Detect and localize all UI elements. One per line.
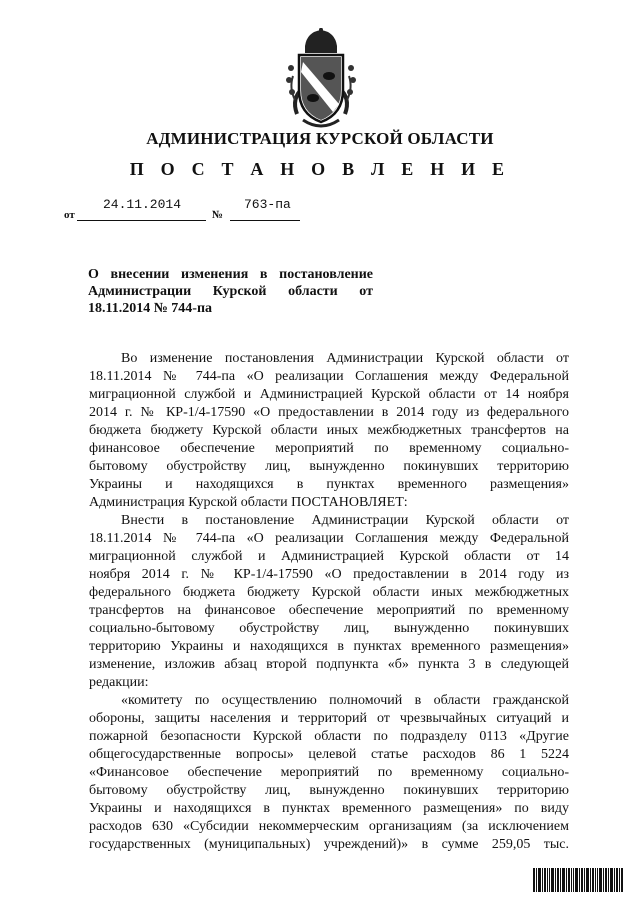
subject-line: О внесении изменения в постановление (88, 267, 373, 282)
body-line: 18.11.2014 № 744-па «О реализации Соглашения между Федеральной (89, 369, 569, 384)
document-body (89, 350, 569, 854)
organization-name: АДМИНИСТРАЦИЯ КУРСКОЙ ОБЛАСТИ (146, 129, 494, 148)
body-line: Украины и находящихся в пунктах временного размещения» по виду (89, 801, 569, 816)
subject-line: 18.11.2014 № 744-па (88, 301, 213, 316)
document-number: 763-па (244, 197, 291, 212)
body-line: общегосударственные вопросы» целевой статье расходов 86 1 5224 (89, 747, 569, 762)
body-line: государственных (муниципальных) учреждений)» в сумме 259,05 тыс. (89, 837, 569, 852)
body-line: бюджета бюджету Курской области иных межбюджетных трансфертов на (89, 423, 569, 438)
body-line: миграционной службой и Администрацией Курской области от 14 (89, 549, 569, 564)
body-line: 2014 г. № КР-1/4-17590 «О предоставлении в 2014 году из федерального (89, 405, 569, 420)
body-line: трансфертов на финансовое обеспечение мероприятий по временному (89, 603, 569, 618)
body-line: территорию Украины и находящихся в пунктах временного размещения» (89, 639, 569, 654)
body-line: ноября 2014 г. № КР-1/4-17590 «О предоставлении в 2014 году из (89, 567, 569, 582)
body-line: редакции: (89, 675, 149, 690)
date-underline (77, 220, 206, 221)
body-line: пожарной безопасности Курской области по подразделу 0113 «Другие (89, 729, 569, 744)
coat-of-arms-emblem (283, 28, 359, 132)
body-line: изменение, изложив абзац второй подпункта «б» пункта 3 в следующей (89, 657, 569, 672)
body-line: Во изменение постановления Администрации Курской области от (121, 351, 569, 366)
body-line: обороны, защиты населения и территорий от чрезвычайных ситуаций и (89, 711, 569, 726)
date-label: от (64, 209, 75, 221)
body-line: миграционной службой и Администрацией Курской области от 14 ноября (89, 387, 569, 402)
number-underline (230, 220, 300, 221)
number-label: № (212, 209, 224, 221)
body-line: «комитету по осуществлению полномочий в области гражданской (121, 693, 569, 708)
document-type-title: П О С Т А Н О В Л Е Н И Е (129, 159, 511, 179)
document-date: 24.11.2014 (103, 197, 182, 212)
body-line: Украины и находящихся в пунктах временного размещения» (89, 477, 569, 492)
barcode (533, 868, 623, 892)
body-line: бытовому обустройству лиц, вынужденно покинувших территорию (89, 459, 569, 474)
body-line: социально-бытовому обустройству лиц, вынужденно покинувших (89, 621, 569, 636)
body-line: федерального бюджета бюджету Курской области иных межбюджетных (89, 585, 569, 600)
subject-line: Администрации Курской области от (88, 284, 373, 299)
body-line: 18.11.2014 № 744-па «О реализации Соглашения между Федеральной (89, 531, 569, 546)
document-subject (88, 266, 373, 317)
body-line: «Финансовое обеспечение мероприятий по временному социально- (89, 765, 569, 780)
body-line: Администрация Курской области ПОСТАНОВЛЯЕТ: (89, 495, 408, 510)
body-line: бытовому обустройству лиц, вынужденно покинувших территорию (89, 783, 569, 798)
body-line: финансовое обеспечение мероприятий по временному социально- (89, 441, 569, 456)
body-line: Внести в постановление Администрации Курской области от (121, 513, 569, 528)
body-line: расходов 630 «Субсидии некоммерческим организациям (за исключением (89, 819, 569, 834)
document-date-number (64, 197, 324, 223)
